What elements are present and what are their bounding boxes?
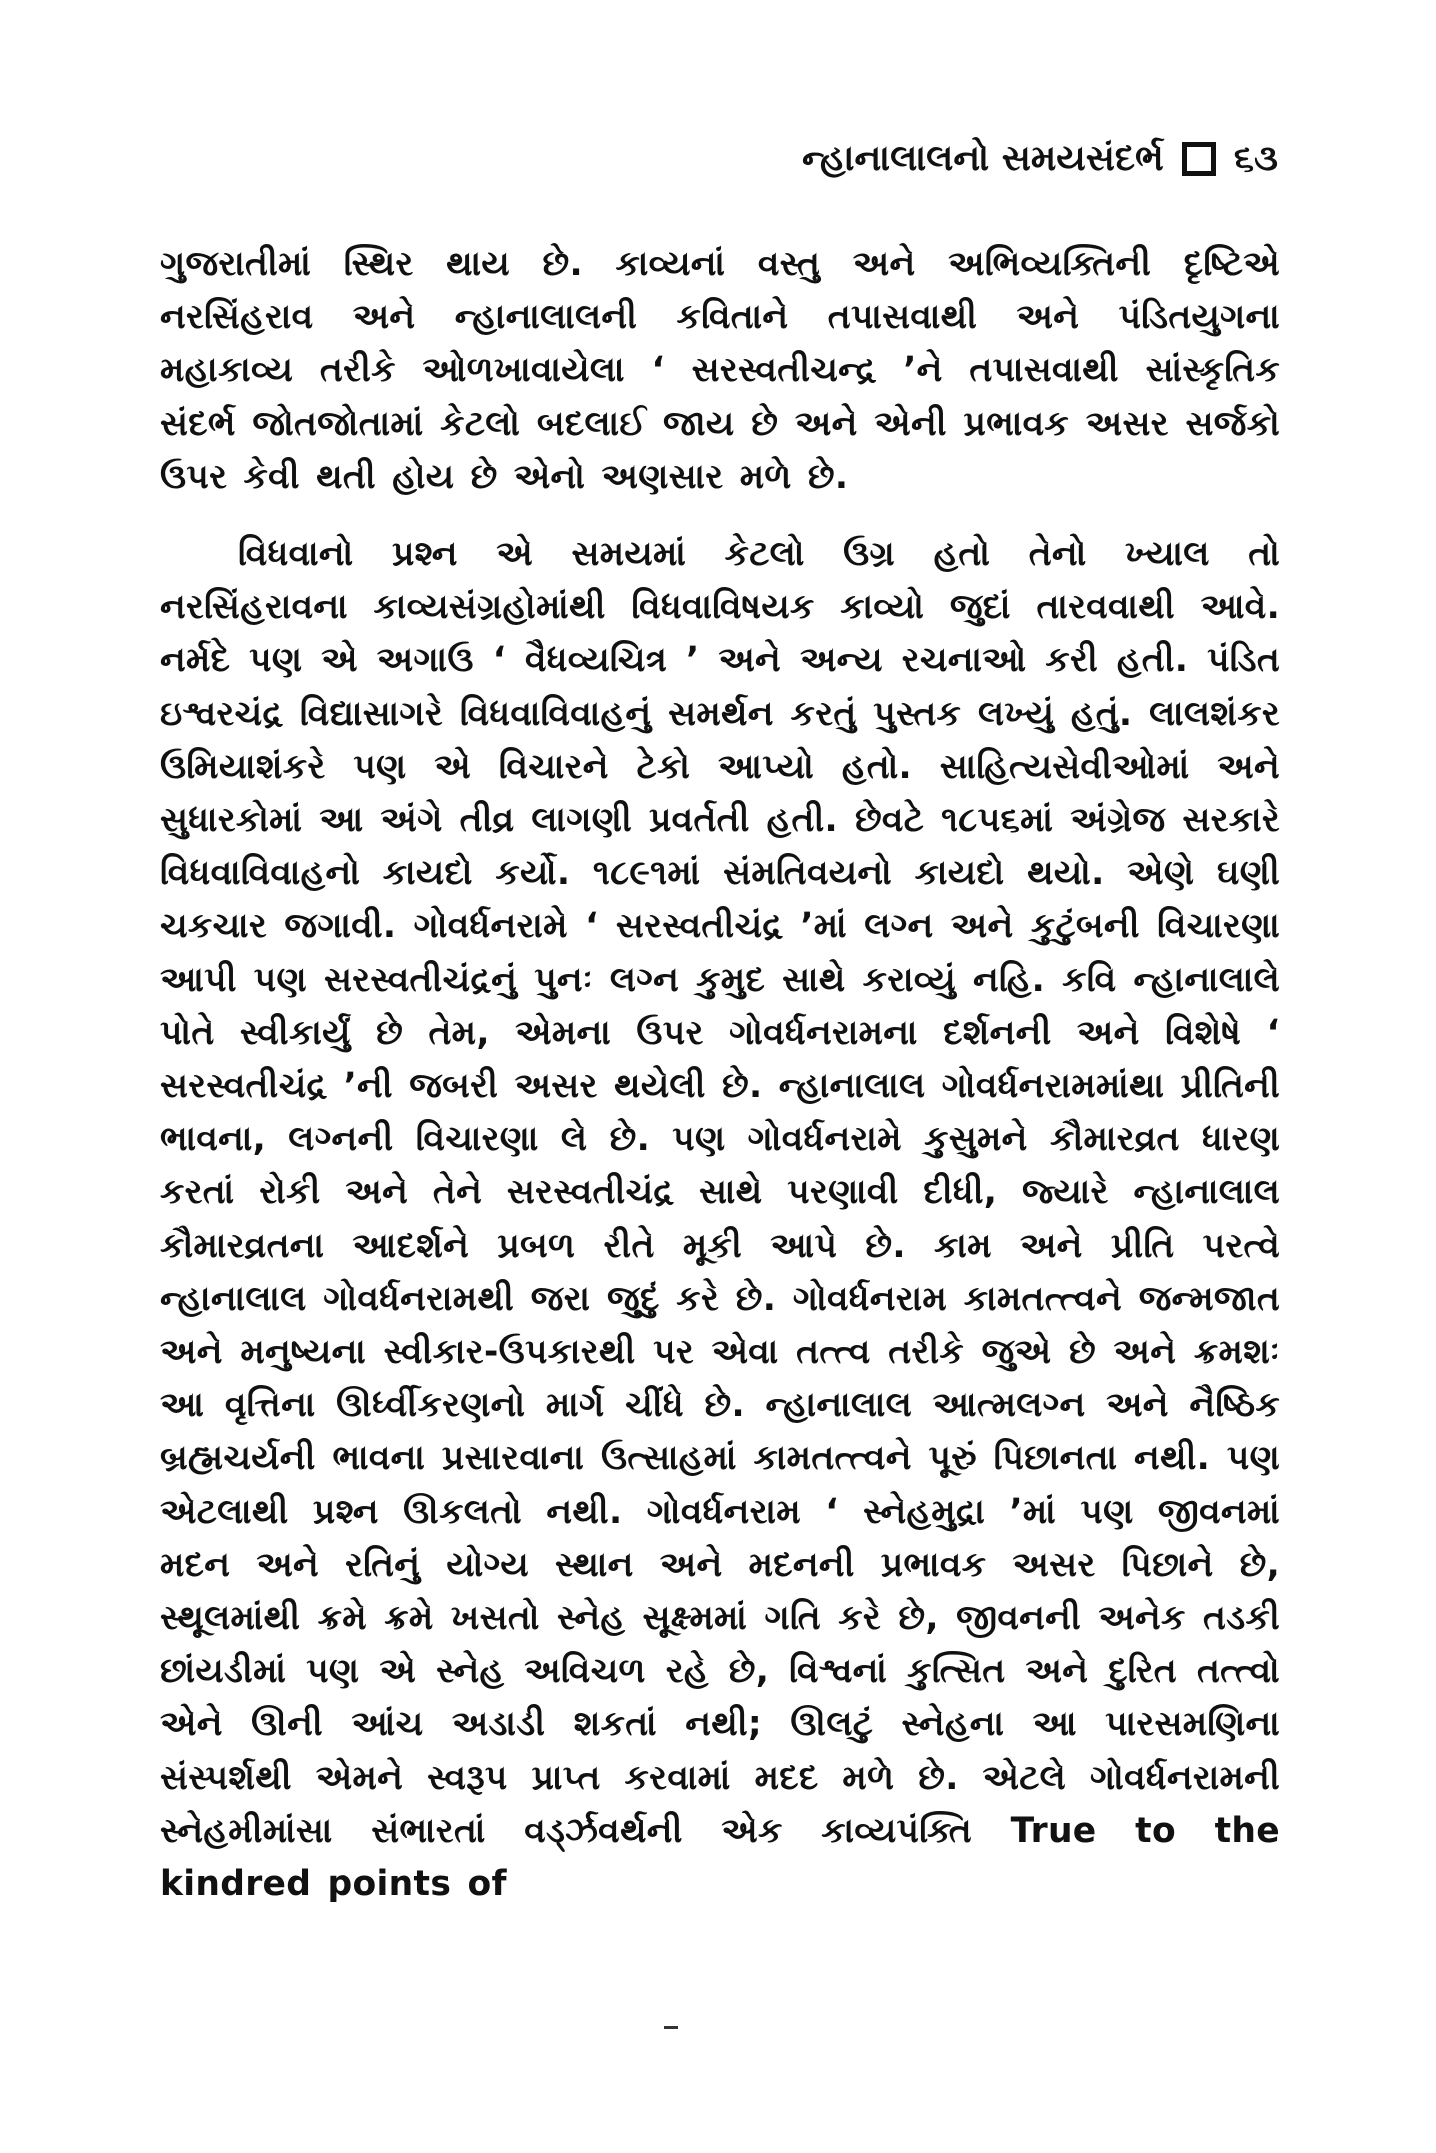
page-number: ૬૩ [1233,138,1278,179]
paragraph-2: વિધવાનો પ્રશ્ન એ સમયમાં કેટલો ઉગ્ર હતો તેનો ખ્યાલ તો નરસિંહરાવના કાવ્યસંગ્રહોમાંથી વિધવાવિષયક કાવ્યો જુદાં તારવવાથી આવે. નર્મદે પણ એ અગાઉ ‘ વૈધવ્યચિત્ર ’ અને અન્ય રચનાઓ કરી હતી. પંડિત ઇશ્વરચંદ્ર વિદ્યાસાગરે વિધવાવિવાહનું સમર્થન કરતું પુસ્તક લખ્યું હતું. લાલશંકર ઉમિયાશંકરે પણ એ વિચારને ટેકો આપ્યો હતો. સાહિત્યસેવીઓમાં અને સુધારકોમાં આ અંગે તીવ્ર લાગણી પ્રવર્તતી હતી. છેવટે ૧૮૫૬માં અંગ્રેજ સરકારે વિધવાવિવાહનો કાયદો કર્યો. ૧૮૯૧માં સંમતિવયનો કાયદો થયો. એણે ઘણી ચકચાર જગાવી. ગોવર્ધનરામે ‘ સરસ્વતીચંદ્ર ’માં લગ્ન અને કુટુંબની વિચારણા આપી પણ સરસ્વતીચંદ્રનું પુનઃ લગ્ન કુમુદ સાથે કરાવ્યું નહિ. કવિ ન્હાનાલાલે પોતે સ્વીકાર્યું છે તેમ, એમના ઉપર ગોવર્ધનરામના દર્શનની અને વિશેષે ‘ સરસ્વતીચંદ્ર ’ની જબરી અસર થયેલી છે. ન્હાનાલાલ ગોવર્ધનરામમાંથા પ્રીતિની ભાવના, લગ્નની વિચારણા લે છે. પણ ગોવર્ધનરામે કુસુમને કૌમારવ્રત ધારણ કરતાં રોકી અને તેને સરસ્વતીચંદ્ર સાથે પરણાવી દીધી, જ્યારે ન્હાનાલાલ કૌમારવ્રતના આદર્શને પ્રબળ રીતે મૂકી આપે છે. કામ અને પ્રીતિ પરત્વે ન્હાનાલાલ ગોવર્ધનરામથી જરા જુદું કરે છે. ગોવર્ધનરામ કામતત્ત્વને જન્મજાત અને મનુષ્યના સ્વીકાર-ઉપકારથી પર એવા તત્ત્વ તરીકે જુએ છે અને ક્રમશઃ આ વૃત્તિના ઊર્ધ્વીકરણનો માર્ગ ચીંધે છે. ન્હાનાલાલ આત્મલગ્ન અને નૈષ્ઠિક બ્રહ્મચર્યની ભાવના પ્રસારવાના ઉત્સાહમાં કામતત્ત્વને પૂરું પિછાનતા નથી. પણ એટલાથી પ્રશ્ન ઊકલતો નથી. ગોવર્ધનરામ ‘ સ્નેહમુદ્રા ’માં પણ જીવનમાં મદન અને રતિનું યોગ્ય સ્થાન અને મદનની પ્રભાવક અસર પિછાને છે, સ્થૂલમાંથી ક્રમે ક્રમે ખસતો સ્નેહ સૂક્ષ્મમાં ગતિ કરે છે, જીવનની અનેક તડકી છાંયડીમાં પણ એ સ્નેહ અવિચળ રહે છે, વિશ્વનાં કુત્સિત અને દુરિત તત્ત્વો એને ઊની આંચ અડાડી શકતાં નથી; ઊલટું સ્નેહના આ પારસમણિના સંસ્પર્શથી એમને સ્વરૂપ પ્રાપ્ત કરવામાં મદદ મળે છે. એટલે ગોવર્ધનરામની સ્નેહમીમાંસા સંભારતાં વર્ડ્ઝવર્થની એક કાવ્યપંક્તિ True to the kindred points of [160,534,1280,1905]
header-box-ornament [1182,142,1216,176]
footer-mark [664,2026,678,2029]
running-header [802,138,1278,180]
body-text [160,238,1280,1911]
running-header-title: ન્હાનાલાલનો સમયસંદર્ભ [802,138,1164,179]
paragraph-1: ગુજરાતીમાં સ્થિર થાય છે. કાવ્યનાં વસ્તુ અને અભિવ્યક્તિની દૃષ્ટિએ નરસિંહરાવ અને ન્હાનાલાલની કવિતાને તપાસવાથી અને પંડિતયુગના મહાકાવ્ય તરીકે ઓળખાવાયેલા ‘ સરસ્વતીચન્દ્ર ’ને તપાસવાથી સાંસ્કૃતિક સંદર્ભ જોતજોતામાં કેટલો બદલાઈ જાય છે અને એની પ્રભાવક અસર સર્જકો ઉપર કેવી થતી હોય છે એનો અણસાર મળે છે. [160,244,1280,497]
